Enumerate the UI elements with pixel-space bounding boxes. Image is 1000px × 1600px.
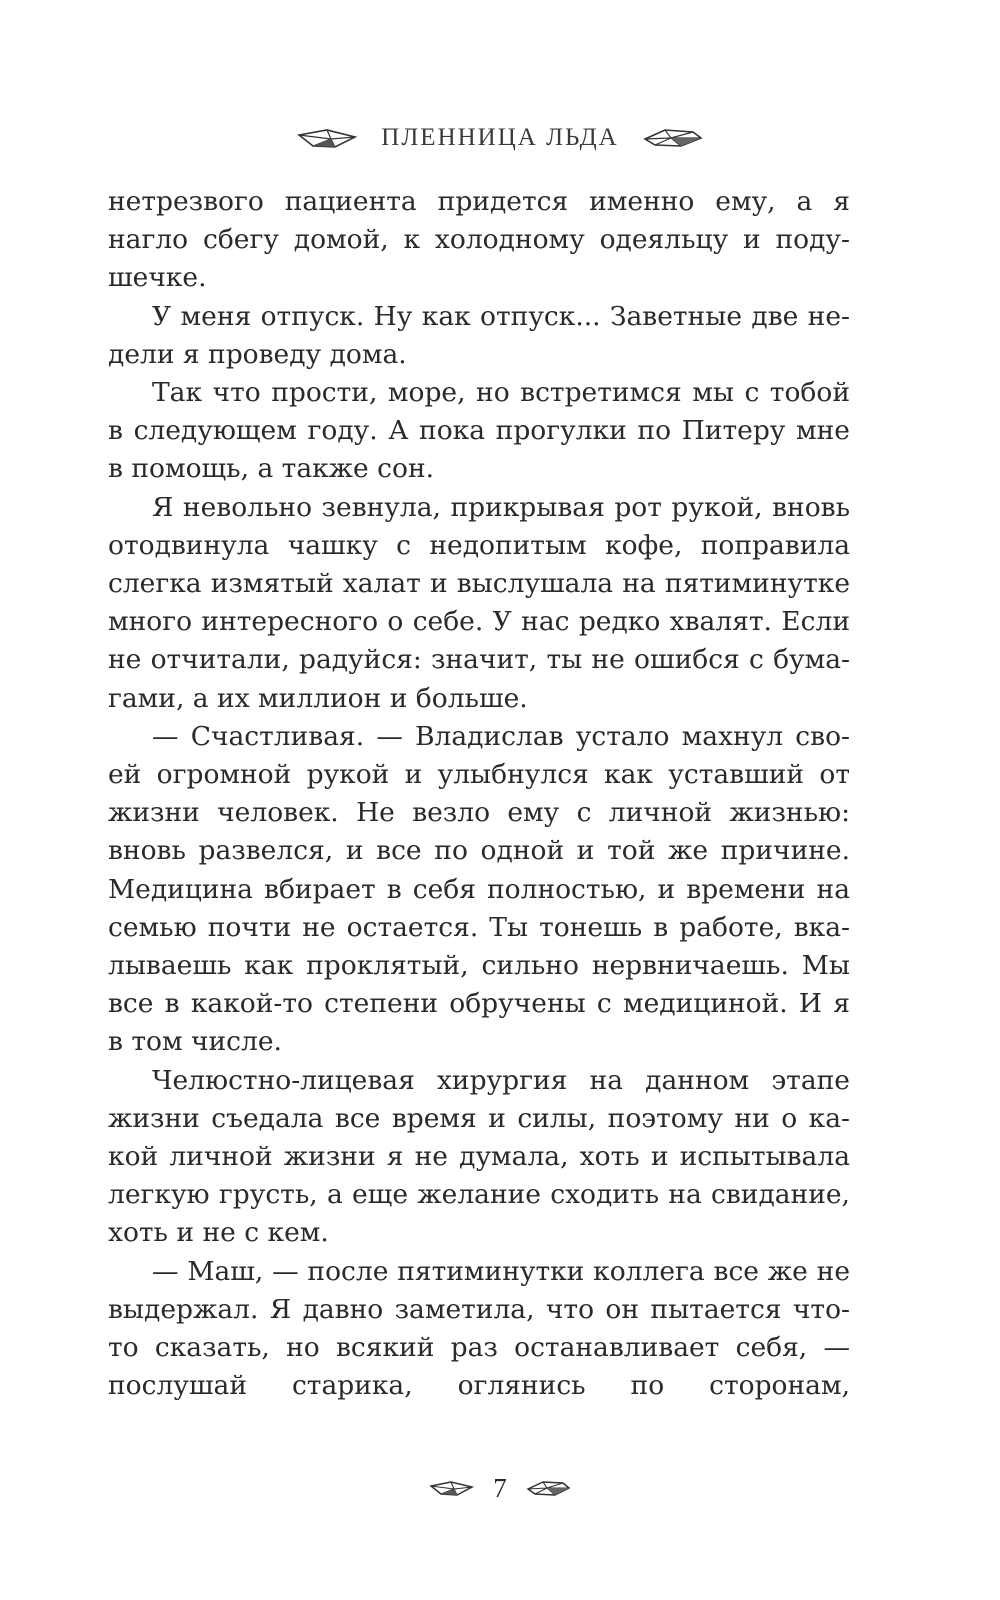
paragraph-7: — Маш, — после пятиминутки коллега все же не выдержал. Я давно заметила, что он пытается что-то сказать, но всякий раз останавливает себя, — послушай старика, оглянись по сторонам, xyxy=(108,1255,850,1402)
page-footer xyxy=(0,1468,1000,1508)
running-head xyxy=(0,118,1000,158)
running-title: ПЛЕННИЦА ЛЬДА xyxy=(381,124,619,151)
crystal-right-icon xyxy=(525,1479,571,1497)
paragraph-4: Я невольно зевнула, прикрывая рот рукой, вновь отодвинула чашку с недопитым кофе, поправила слегка измятый халат и выслушала на пятиминутке много интересного о себе. У нас редко хвалят. Если не отчитали, радуйся: значит, ты не ошибся с бумагами, а их миллион и больше. xyxy=(108,491,850,714)
crystal-right-icon xyxy=(641,127,703,149)
paragraph-3: Так что прости, море, но встретимся мы с тобой в следующем году. А пока прогулки по Питеру мне в помощь, а также сон. xyxy=(108,377,850,485)
page-number: 7 xyxy=(493,1472,507,1503)
crystal-left-icon xyxy=(297,127,359,149)
paragraph-2: У меня отпуск. Ну как отпуск... Заветные две недели я проведу дома. xyxy=(108,300,850,370)
paragraph-1: нетрезвого пациента придется именно ему, а я нагло сбегу домой, к холодному одеяльцу и подушечке. xyxy=(108,186,850,294)
paragraph-6: Челюстно-лицевая хирургия на данном этапе жизни съедала все время и силы, поэтому ни о какой личной жизни я не думала, хоть и испытывала легкую грусть, а еще желание сходить на свидание, хоть и не с кем. xyxy=(108,1064,850,1249)
body-text xyxy=(108,183,850,1406)
paragraph-5: — Счастливая. — Владислав устало махнул своей огромной рукой и улыбнулся как уставший от жизни человек. Не везло ему с личной жизнью: вновь развелся, и все по одной и той же причине. Медицина вбирает в себя полностью, и времени на семью почти не остается. Ты тонешь в работе, вкалываешь как проклятый, сильно нервничаешь. Мы все в какой-то степени обручены с медициной. И я в том числе. xyxy=(108,720,850,1058)
crystal-left-icon xyxy=(429,1479,475,1497)
